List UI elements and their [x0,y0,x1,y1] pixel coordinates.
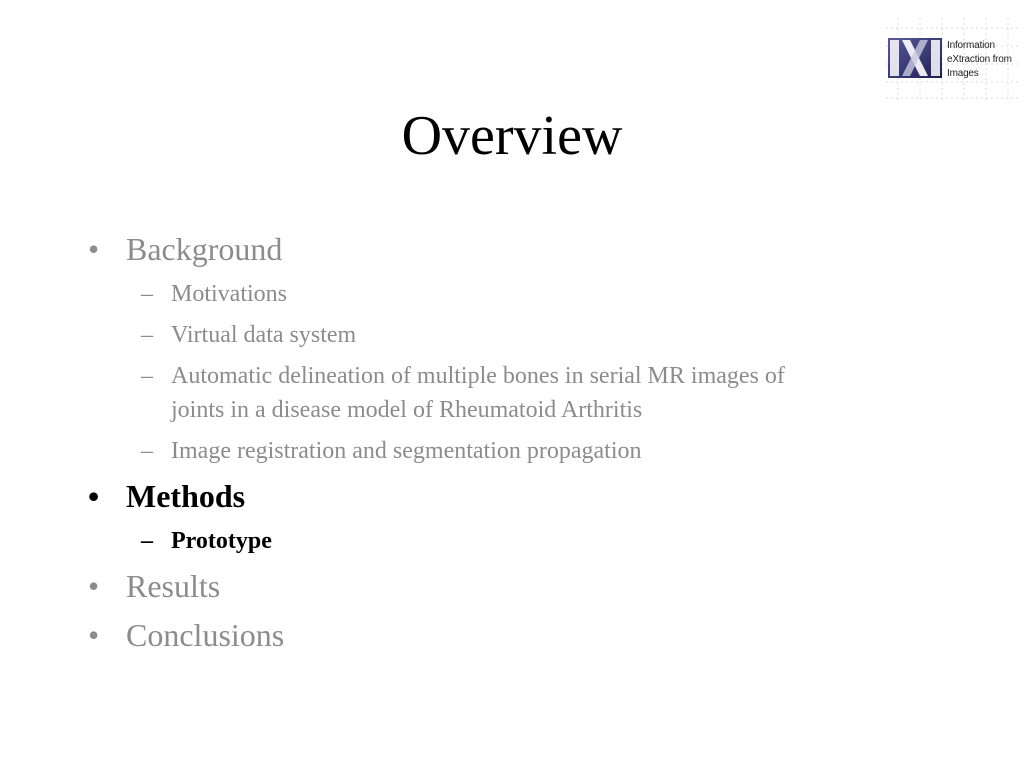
bullet-marker: • [88,478,100,514]
subbullet-virtual-data-system [141,318,357,352]
bullet-label: Conclusions [126,617,285,653]
subbullet-marker: – [141,528,153,554]
bullet-marker: • [88,617,100,653]
subbullet-label-line-2: joints in a disease model of Rheumatoid Arthritis [171,397,643,423]
bullet-label: Background [126,231,283,267]
bullet-label: Methods [126,478,246,514]
bullet-marker: • [88,231,100,267]
subbullet-automatic-delineation [141,359,785,393]
subbullet-marker: – [141,322,153,348]
subbullet-label: Motivations [171,281,288,307]
logo-line-2: eXtraction from [947,54,1012,65]
logo-line-3: Images [947,68,979,79]
subbullet-label: Image registration and segmentation propagation [171,438,642,464]
slide-title: Overview [401,105,623,167]
subbullet-automatic-delineation-cont [171,393,642,427]
bullet-marker: • [88,568,100,604]
bullet-conclusions [88,615,285,655]
subbullet-label: Virtual data system [171,322,357,348]
subbullet-image-registration [141,434,642,468]
logo [884,16,1020,102]
bullet-results [88,566,221,606]
subbullet-label-line-1: Automatic delineation of multiple bones in serial MR images of [171,363,785,389]
bullet-background [88,229,283,269]
logo-line-1: Information [947,40,995,51]
logo-text [947,39,1012,81]
bullet-label: Results [126,568,221,604]
subbullet-prototype [141,524,272,558]
subbullet-label: Prototype [171,528,272,554]
subbullet-marker: – [141,281,153,307]
bullet-methods [88,476,246,516]
subbullet-marker: – [141,363,153,389]
subbullet-motivations [141,277,288,311]
subbullet-marker: – [141,438,153,464]
